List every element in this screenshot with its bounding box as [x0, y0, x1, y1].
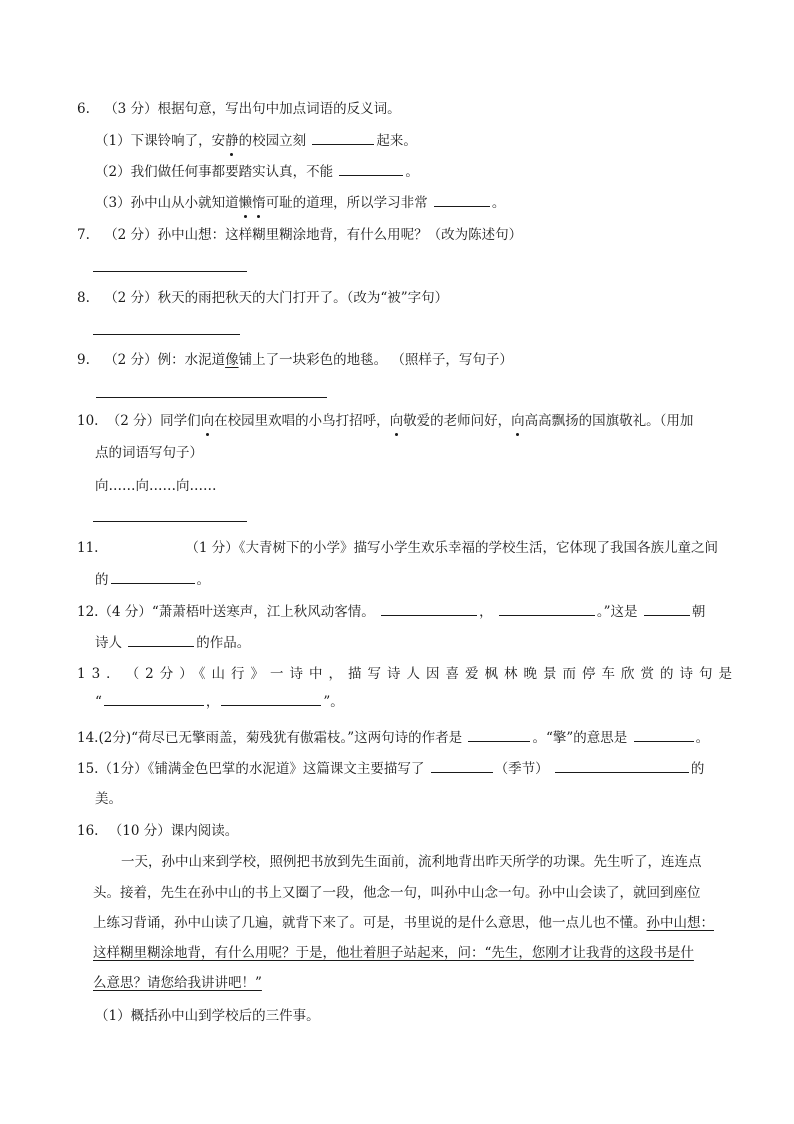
answer-blank[interactable]	[104, 691, 204, 706]
q6-item-1	[95, 130, 417, 151]
q13	[77, 664, 739, 684]
q7	[77, 225, 522, 245]
question-number: 10.	[77, 413, 99, 429]
q15-line-2: 美。	[95, 791, 122, 807]
q16-sub-question-1: （1）概括孙中山到学校后的三件事。	[95, 1008, 320, 1024]
dotted-word: 向	[200, 413, 215, 429]
question-number: 14.	[77, 730, 99, 746]
question-text: 。	[196, 572, 210, 588]
question-text: (2分)“荷尽已无擎雨盖，菊残犹有傲霜枝。”这两句诗的作者是	[98, 730, 463, 746]
dotted-word: 静	[225, 133, 239, 149]
q10-pattern: 向……向……向……	[95, 478, 217, 494]
question-text: 。”这是	[596, 604, 638, 620]
dotted-word: 向	[389, 413, 404, 429]
question-text: （10 分）课内阅读。	[108, 823, 239, 839]
question-text: 在校园里欢唱的小鸟打招呼，	[214, 413, 390, 429]
answer-blank[interactable]	[499, 601, 595, 616]
question-text: 铺上了一块彩色的地毯。 （照样子，写句子）	[238, 352, 513, 368]
question-text: ，	[205, 694, 220, 710]
question-text: ，	[479, 604, 493, 620]
question-text: 诗人	[95, 635, 122, 651]
answer-blank[interactable]	[111, 569, 195, 584]
q10	[77, 411, 693, 431]
answer-line[interactable]	[93, 521, 247, 522]
question-text: ”。	[323, 694, 344, 710]
q14	[77, 727, 709, 748]
q16	[77, 821, 238, 841]
q6-item-2	[95, 161, 419, 182]
question-number: 13．	[77, 666, 126, 682]
question-number: 15.	[77, 761, 99, 777]
question-text: （1分）《铺满金色巴掌的水泥道》这篇课文主要描写了	[98, 761, 425, 777]
item-text: 。	[491, 195, 506, 211]
question-number: 9.	[77, 352, 90, 368]
dotted-word: 懒	[238, 195, 253, 211]
answer-line[interactable]	[93, 334, 240, 335]
answer-blank[interactable]	[555, 758, 689, 773]
q10-line-2: 点的词语写句子）	[95, 445, 203, 461]
question-text: 朝	[691, 604, 706, 620]
q13-line-2	[95, 691, 344, 712]
item-text: 。	[405, 164, 419, 180]
item-text: 起来。	[376, 133, 417, 149]
question-text: 的	[690, 761, 705, 777]
item-text: 的校园立刻	[238, 133, 311, 149]
answer-blank[interactable]	[128, 632, 194, 647]
answer-blank[interactable]	[634, 727, 694, 742]
underlined-sentence: 这样糊里糊涂地背，有什么用呢？于是，他壮着胆子站起来，问：“先生，您刚才让我背的这段书是什	[93, 945, 694, 961]
passage-text: 上练习背诵，孙中山读了几遍，就背下来了。可是，书里说的是什么意思，他一点儿也不懂。	[93, 915, 647, 931]
answer-blank[interactable]	[312, 130, 374, 145]
question-text: 的作品。	[196, 635, 251, 651]
passage-text: 一天，孙中山来到学校，照例把书放到先生面前，流利地背出昨天所学的功课。先生听了，连连点	[121, 854, 702, 870]
question-text: （2分）《山行》一诗中，描写诗人因喜爱枫林晚景而停车欣赏的诗句是	[125, 666, 739, 682]
question-number: 6.	[77, 101, 90, 117]
q11	[77, 538, 718, 558]
question-text: （4 分）“萧萧梧叶送寒声，江上秋风动客情。	[98, 604, 375, 620]
answer-line[interactable]	[96, 397, 327, 398]
question-text: （3 分）根据句意，写出句中加点词语的反义词。	[104, 101, 401, 117]
answer-blank[interactable]	[339, 161, 403, 176]
item-text: （2）我们做任何事都要踏实认真，不能	[95, 164, 338, 180]
question-text: 敬爱的老师问好，	[403, 413, 512, 429]
answer-blank[interactable]	[644, 601, 690, 616]
answer-blank[interactable]	[431, 758, 493, 773]
question-text: （2 分）同学们	[106, 413, 201, 429]
question-text: （2 分）例：水泥道	[104, 352, 226, 368]
answer-blank[interactable]	[468, 727, 530, 742]
answer-blank[interactable]	[221, 691, 321, 706]
q11-line-2	[95, 569, 210, 590]
item-text: （1）下课铃响了，安	[95, 133, 226, 149]
underlined-sentence: 么意思？请您给我讲讲吧！”	[93, 975, 262, 991]
passage-line	[93, 913, 714, 933]
dotted-word: 向	[511, 413, 525, 429]
dotted-word: 惰	[252, 195, 266, 211]
question-text: 高高飘扬的国旗敬礼。（用加	[524, 413, 694, 429]
q12-line-2	[95, 632, 250, 653]
answer-blank[interactable]	[434, 192, 490, 207]
q15	[77, 758, 704, 779]
question-number: 16.	[77, 823, 99, 839]
underlined-sentence: 孙中山想：	[646, 915, 714, 931]
question-text: （2 分）孙中山想：这样糊里糊涂地背，有什么用呢？（改为陈述句）	[104, 227, 523, 243]
item-text: 可耻的道理，所以学习非常	[265, 195, 432, 211]
question-number: 8.	[77, 290, 90, 306]
question-text: 。	[695, 730, 710, 746]
question-text: 的	[95, 572, 109, 588]
q6	[77, 99, 401, 119]
question-text: 。“擎”的意思是	[532, 730, 628, 746]
question-number: 7.	[77, 227, 90, 243]
q9	[77, 350, 513, 370]
question-number: 12.	[77, 604, 99, 620]
question-text: “	[95, 694, 102, 710]
question-text: （2 分）秋天的雨把秋天的大门打开了。（改为“被”字句）	[104, 290, 449, 306]
item-text: （3）孙中山从小就知道	[95, 195, 239, 211]
q6-item-3	[95, 192, 505, 213]
answer-blank[interactable]	[381, 601, 477, 616]
q8	[77, 288, 448, 308]
answer-line[interactable]	[93, 271, 247, 272]
passage-line: 头。接着，先生在孙中山的书上又圈了一段，他念一句，叫孙中山念一句。孙中山会读了，就回到座位	[93, 885, 701, 901]
question-text: （季节）	[494, 761, 549, 777]
question-text: （1 分）《大青树下的小学》描写小学生欢乐幸福的学校生活，它体现了我国各族儿童之间	[185, 540, 718, 556]
passage-line	[121, 852, 718, 872]
underlined-word: 像	[225, 352, 239, 368]
q12	[77, 601, 705, 622]
question-number: 11.	[77, 540, 99, 556]
